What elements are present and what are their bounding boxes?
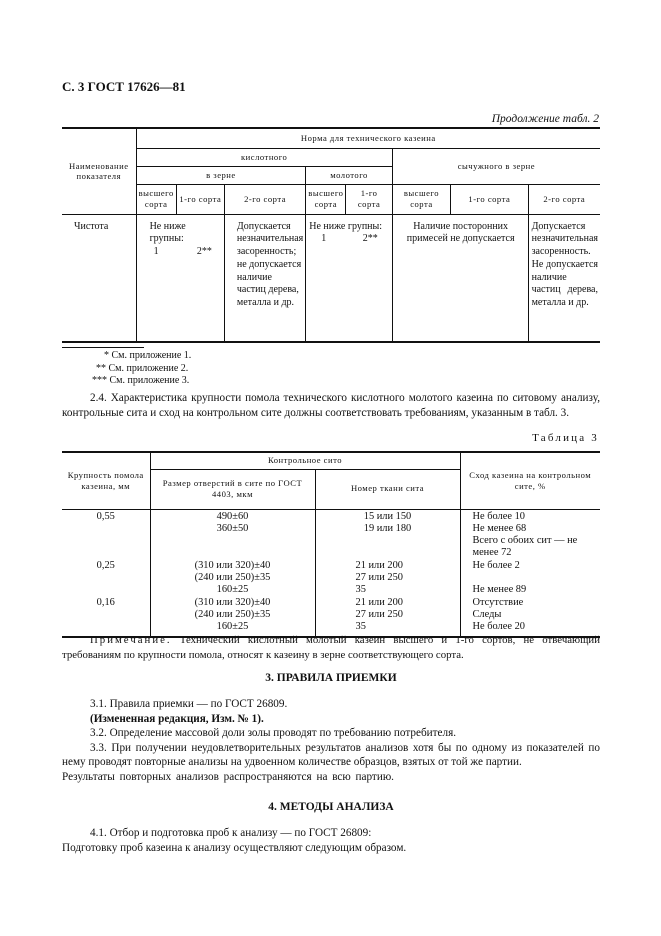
footnotes: [92, 350, 192, 388]
paragraph-results: Результаты повторных анализов распространяются на всю партию.: [62, 770, 394, 783]
column-header-grain: в зерне: [136, 166, 306, 184]
group-value: 2**: [196, 246, 212, 258]
cell-acid-grain-grades: [136, 214, 224, 342]
footnote-2: ** См. приложение 2.: [96, 362, 189, 374]
section-4-body: [62, 826, 600, 855]
table-row: [62, 560, 600, 597]
cell-holes: (310 или 320)±40 (240 или 250)±35 160±25: [150, 597, 315, 638]
note-text: Технический кислотный молотый казеин высшего и 1-го сортов, не отвечающий требованиям по крупности помола, относят к казеину в зерне соответствующего сорта.: [62, 634, 600, 661]
note-label: Примечание.: [90, 634, 172, 646]
section-3-body: [62, 697, 600, 785]
cell-rennet-grade2: Допускается незначительная засоренность. Не допускается наличие частиц дерева, металла и др.: [528, 214, 600, 342]
cell-fabric: 21 или 200 27 или 250 35: [315, 560, 460, 597]
column-header-norm: Норма для технического казеина: [136, 128, 600, 148]
paragraph-3-3: 3.3. При получении неудовлетворительных результатов анализов хотя бы по одному из показателей по нему проводят повторные анализы на удвоенном количестве образцов, взятых от той же партии.: [62, 741, 600, 769]
amendment-note: (Измененная редакция, Изм. № 1).: [90, 712, 264, 725]
group-value: 1: [321, 233, 327, 245]
page-header: С. 3 ГОСТ 17626—81: [62, 79, 186, 94]
group-value: 1: [153, 246, 159, 258]
grade-header: 1-го сорта: [176, 184, 224, 214]
footnote-divider: [62, 347, 144, 348]
cell-acid-grain-grade2: Допускается незначительная засоренность; не допускается наличие частиц дерева, металла и др.: [224, 214, 305, 342]
column-header-hole-size: Размер отверстий в сите по ГОСТ 4403, мкм: [150, 469, 315, 509]
table-row: [62, 597, 600, 638]
cell-fabric: 15 или 150 19 или 180: [315, 509, 460, 560]
cell-ground-grades: [306, 214, 392, 342]
cell-rennet-grades: Наличие посторонних примесей не допускается: [392, 214, 528, 342]
section-3-title: 3. ПРАВИЛА ПРИЕМКИ: [265, 672, 397, 684]
table-row: [62, 509, 600, 560]
grade-header: высшего сорта: [306, 184, 346, 214]
table-2: [62, 127, 600, 343]
cell-yield: Отсутствие Следы Не более 20: [460, 597, 600, 638]
paragraph-prep: Подготовку проб казеина к анализу осуществляют следующим образом.: [62, 841, 407, 854]
table-continuation-label: Продолжение табл. 2: [491, 113, 599, 125]
footnote-1: * См. приложение 1.: [104, 350, 192, 361]
cell-holes: 490±60 360±50: [150, 509, 315, 560]
grade-header: 1-го сорта: [451, 184, 528, 214]
grade-header: высшего сорта: [136, 184, 176, 214]
cell-size: 0,25: [96, 559, 115, 571]
table-3: [62, 451, 600, 638]
cell-fabric: 21 или 200 27 или 250 35: [315, 597, 460, 638]
section-4-title: 4. МЕТОДЫ АНАЛИЗА: [268, 801, 394, 813]
column-header-yield: Сход казеина на контрольном сите, %: [460, 452, 600, 509]
group-value: 2**: [362, 233, 378, 245]
cell-yield: Не более 10 Не менее 68 Всего с обоих сит — не менее 72: [460, 509, 600, 560]
grade-header: 1-го сорта: [346, 184, 392, 214]
paragraph-2-4: 2.4. Характеристика крупности помола технического кислотного молотого казеина по ситовому анализу, контрольные сита и сход на контрольном сите должны соответствовать требованиям, указанным в табл. 3.: [62, 392, 600, 419]
column-header-control-sieve: Контрольное сито: [150, 452, 460, 469]
cell-size: 0,55: [96, 510, 115, 522]
paragraph-3-2: 3.2. Определение массовой доли золы проводят по требованию потребителя.: [90, 727, 457, 740]
column-header-ground: молотого: [306, 166, 392, 184]
paragraph-4-1: 4.1. Отбор и подготовка проб к анализу — по ГОСТ 26809:: [90, 827, 372, 839]
cell-yield: Не более 2 Не менее 89: [460, 560, 600, 597]
footnote-3: *** См. приложение 3.: [92, 375, 190, 386]
row-name-cleanliness: Чистота: [62, 214, 136, 342]
cell-holes: (310 или 320)±40 (240 или 250)±35 160±25: [150, 560, 315, 597]
column-header-fabric: Номер ткани сита: [315, 469, 460, 509]
column-header-acid: кислотного: [136, 148, 392, 166]
cell-size: 0,16: [62, 597, 150, 638]
column-header-name: Наименование показателя: [62, 128, 136, 214]
grade-header: 2-го сорта: [224, 184, 305, 214]
cell-text: Не ниже групны:: [149, 220, 186, 245]
paragraph-3-1: 3.1. Правила приемки — по ГОСТ 26809.: [90, 698, 288, 710]
table-3-caption: Таблица 3: [532, 432, 599, 444]
table-3-note: [62, 633, 600, 662]
column-header-fineness: Крупность помола казеина, мм: [62, 452, 150, 509]
grade-header: 2-го сорта: [528, 184, 600, 214]
cell-text: Не ниже групны:: [309, 220, 383, 232]
grade-header: высшего сорта: [392, 184, 450, 214]
column-header-rennet: сычужного в зерне: [392, 148, 600, 184]
